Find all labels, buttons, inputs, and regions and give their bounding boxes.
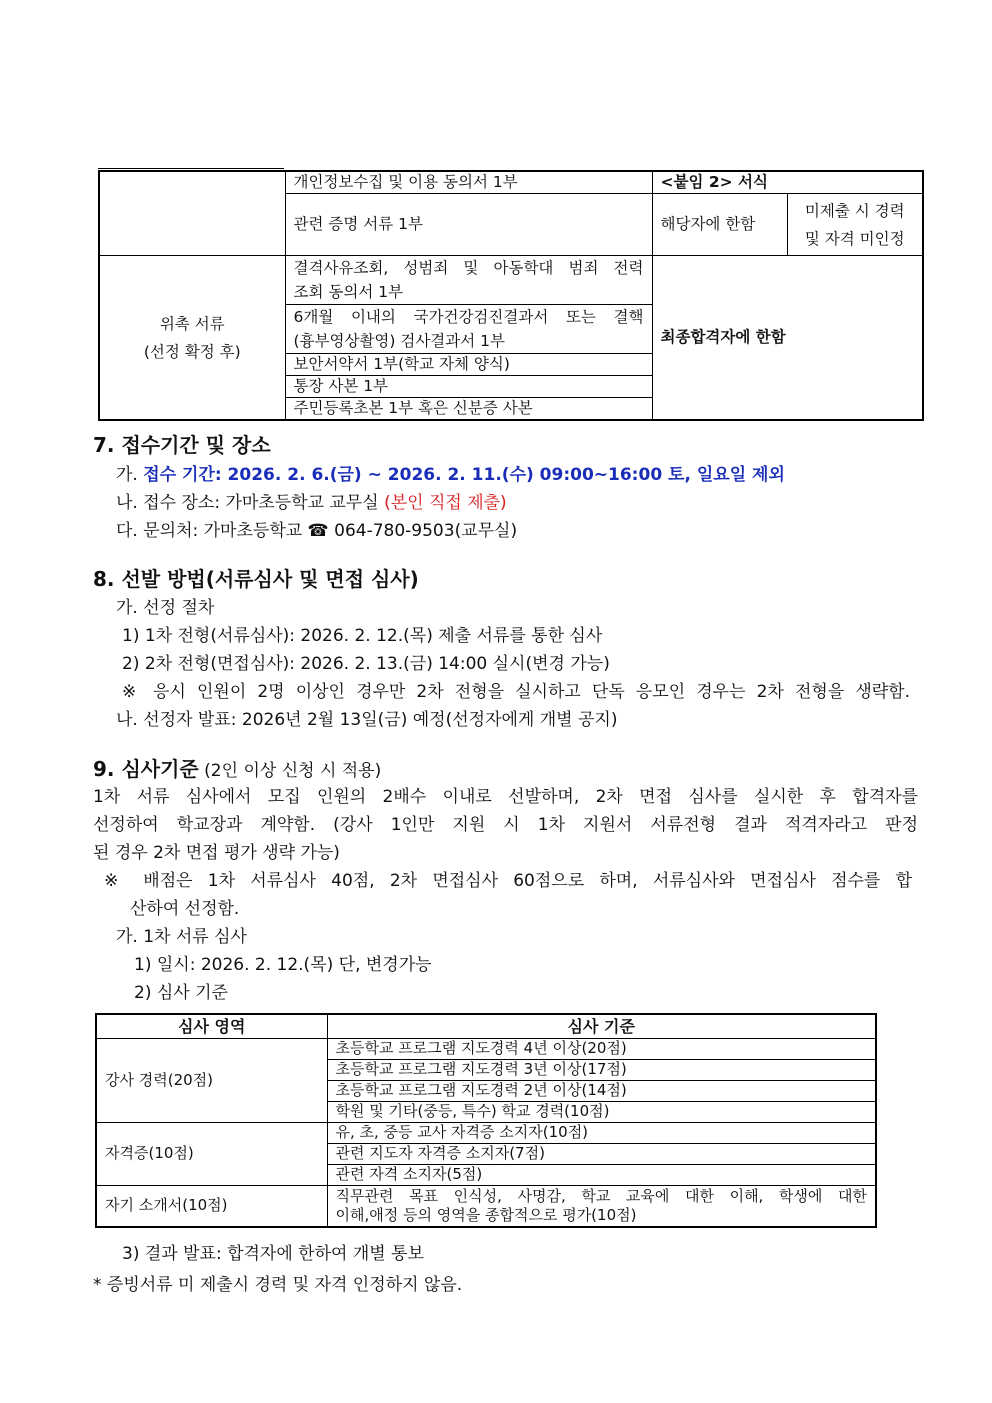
doc-resident-registration: 주민등록초본 1부 혹은 신분증 사본	[285, 398, 652, 421]
section-9-title: 9. 심사기준 (2인 이상 신청 시 적용)	[93, 757, 382, 781]
group-label-line-1: 위촉 서류	[159, 314, 225, 333]
submission-documents-table	[98, 170, 924, 421]
s7-contact: 다. 문의처: 가마초등학교 ☎ 064-780-9503(교무실)	[116, 521, 518, 541]
applies-note: 해당자에 한함	[652, 194, 787, 256]
section-7-title: 7. 접수기간 및 장소	[93, 433, 271, 457]
group-label-line-2: (선정 확정 후)	[143, 342, 241, 361]
s9-item-1: 1) 일시: 2026. 2. 12.(목) 단, 변경가능	[134, 955, 432, 975]
footer-note: * 증빙서류 미 제출시 경력 및 자격 인정하지 않음.	[93, 1275, 463, 1295]
remark-line-2: 및 자격 미인정	[804, 229, 905, 248]
criteria-row: 초등학교 프로그램 지도경력 2년 이상(14점)	[327, 1080, 876, 1101]
final-pass-note: 최종합격자에 한함	[652, 256, 923, 421]
criteria-row: 관련 지도자 자격증 소지자(7점)	[327, 1143, 876, 1164]
s9-item-2: 2) 심사 기준	[134, 983, 228, 1003]
s9-paragraph: 된 경우 2차 면접 평가 생략 가능)	[93, 843, 340, 863]
doc-bankbook-copy: 통장 사본 1부	[285, 376, 652, 398]
criteria-row: 유, 초, 중등 교사 자격증 소지자(10점)	[327, 1122, 876, 1143]
s9-paragraph: 1차 서류 심사에서 모집 인원의 2배수 이내로 선발하며, 2차 면접 심사를 실시한 후 합격자를	[93, 787, 918, 807]
doc-proof-documents: 관련 증명 서류 1부	[285, 194, 652, 256]
criteria-row: 초등학교 프로그램 지도경력 3년 이상(17점)	[327, 1059, 876, 1080]
s9-note: ※ 배점은 1차 서류심사 40점, 2차 면접심사 60점으로 하며, 서류심사와 면접심사 점수를 합	[104, 871, 912, 891]
s8-line: 1) 1차 전형(서류심사): 2026. 2. 12.(목) 제출 서류를 통한 심사	[122, 626, 603, 646]
criteria-row: 학원 및 기타(중등, 특수) 학교 경력(10점)	[327, 1101, 876, 1122]
section-8-title: 8. 선발 방법(서류심사 및 면접 심사)	[93, 567, 419, 591]
s7-place-highlight: (본인 직접 제출)	[384, 493, 507, 513]
criteria-row: 초등학교 프로그램 지도경력 4년 이상(20점)	[327, 1038, 876, 1059]
s7-period: 가. 접수 기간: 2026. 2. 6.(금) ~ 2026. 2. 11.(수) 09:00~16:00 토, 일요일 제외	[116, 465, 785, 485]
doc-privacy-consent: 개인정보수집 및 이용 동의서 1부	[285, 171, 652, 194]
screening-criteria-table	[95, 1013, 877, 1228]
doc-criminal-record-consent: 결격사유조회, 성범죄 및 아동학대 범죄 전력 조회 동의서 1부	[285, 256, 652, 305]
area-certificate: 자격증(10점)	[96, 1122, 327, 1185]
doc-security-pledge: 보안서약서 1부(학교 자체 양식)	[285, 354, 652, 376]
area-instructor-career: 강사 경력(20점)	[96, 1038, 327, 1122]
header-criteria: 심사 기준	[327, 1014, 876, 1038]
table-top-rule	[98, 168, 284, 169]
s7-place: 나. 접수 장소: 가마초등학교 교무실 (본인 직접 제출)	[116, 493, 507, 513]
non-submission-remark	[787, 194, 923, 256]
s8-line: 2) 2차 전형(면접심사): 2026. 2. 13.(금) 14:00 실시(변경 가능)	[122, 654, 610, 674]
criteria-row: 관련 자격 소지자(5점)	[327, 1164, 876, 1185]
appointment-docs-label	[99, 256, 285, 421]
s7-period-highlight: 접수 기간: 2026. 2. 6.(금) ~ 2026. 2. 11.(수) 09:00~16:00 토, 일요일 제외	[143, 465, 785, 485]
s9-item-3: 3) 결과 발표: 합격자에 한하여 개별 통보	[122, 1244, 424, 1264]
empty-group-cell	[99, 171, 285, 256]
s8-line: 나. 선정자 발표: 2026년 2월 13일(금) 예정(선정자에게 개별 공지)	[116, 710, 618, 730]
area-self-introduction: 자기 소개서(10점)	[96, 1185, 327, 1227]
criteria-row: 직무관련 목표 인식성, 사명감, 학교 교육에 대한 이해, 학생에 대한 이해,애정 등의 영역을 종합적으로 평가(10점)	[327, 1185, 876, 1227]
doc-health-checkup: 6개월 이내의 국가건강검진결과서 또는 결핵 (흉부영상촬영) 검사결과서 1부	[285, 305, 652, 354]
s9-item-ga: 가. 1차 서류 심사	[116, 927, 247, 947]
remark-line-1: 미제출 시 경력	[804, 201, 905, 220]
s9-paragraph: 선정하여 학교장과 계약함. (강사 1인만 지원 시 1차 지원서 서류전형 결과 적격자라고 판정	[93, 815, 918, 835]
appendix-form-note: <붙임 2> 서식	[652, 171, 923, 194]
s8-line: ※ 응시 인원이 2명 이상인 경우만 2차 전형을 실시하고 단독 응모인 경우는 2차 전형을 생략함.	[122, 682, 910, 702]
s8-line: 가. 선정 절차	[116, 598, 215, 618]
s9-note-cont: 산하여 선정함.	[130, 899, 240, 919]
header-area: 심사 영역	[96, 1014, 327, 1038]
